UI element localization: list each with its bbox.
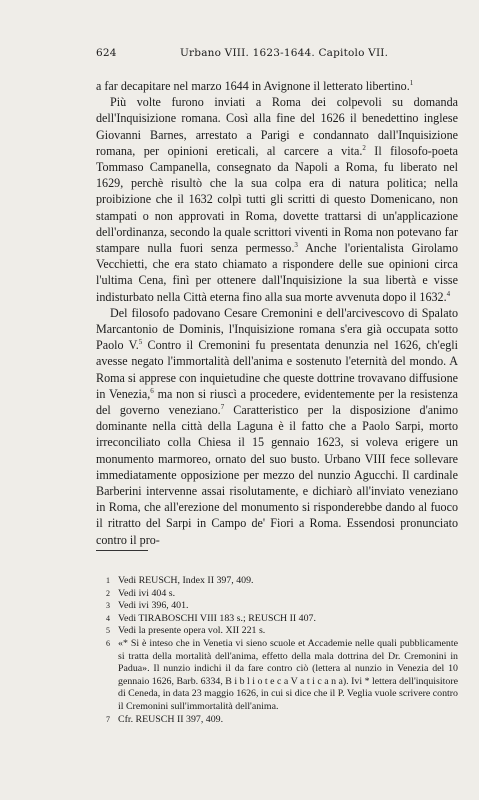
footnote: 2 Vedi ivi 404 s. bbox=[106, 587, 176, 599]
footnote: 3 Vedi ivi 396, 401. bbox=[106, 600, 189, 612]
footnote-divider bbox=[96, 550, 148, 551]
paragraph-3: Del filosofo padovano Cesare Cremonini e dell'arcivescovo di Spalato Marcantonio de Dominis, l'Inquisizione romana s'era già occupata sotto Paolo V.$^5$ Contro il Cremonini fu presentata denunzia nel 1626, ch'egli avesse negato l'immortalità dell'anima e sostenuto l'eternità del mondo. A Roma si apprese con inquietudine che queste dottrine trovavano diffusione in Venezia,$^6$ ma non si riuscì a procedere, evidentemente per la resistenza del governo veneziano.$^7$ Caratteristico per la disposizione d'animo dominante nella città della Laguna è il fatto che a Paolo Sarpi, morto irreconciliato colla Chiesa il 15 gennaio 1623, si voleva erigere un monumento marmoreo, ornato del suo busto. Urbano VIII fece sollevare immediatamente opposizione per mezzo del nunzio Agucchi. Il cardinale Barberini intervenne assai risolutamente, e dichiarò all'inviato veneziano in Roma, che all'erezione del monumento si risponderebbe dando al fuoco il ritratto del Sarpi in Campo de' Fiori a Roma. Essendosi pronunciato contro il pro- bbox=[96, 305, 458, 547]
main-text bbox=[96, 78, 458, 548]
footnote: 1 Vedi REUSCH, Index II 397, 409. bbox=[106, 575, 254, 586]
running-title: Urbano VIII. 1623-1644. Capitolo VII. bbox=[180, 47, 389, 59]
footnote-ref: 2 bbox=[362, 143, 366, 152]
footnote-ref: 1 bbox=[409, 78, 414, 87]
footnote-ref: 6 bbox=[150, 386, 154, 395]
paragraph-1: a far decapitare nel marzo 1644 in Avignone il letterato libertino.$^1$ bbox=[96, 78, 414, 93]
footnote: 6 «* Si è inteso che in Venetia vi sieno scuole et Accademie nelle quali pubblicamente si tratta della mortalità dell'anima, effetto della mala dottrina del Dr. Cremonini in Padua». Il nunzio indichi il da fare contro ciò (lettera al nunzio in Venezia del 10 gennaio 1626, Barb. 6334, B i b l i o t e c a V a t i c a n a). Ivi * lettera dell'inquisitore di Ceneda, in data 23 maggio 1626, in cui si dice che il P. Veglia vuole scrivere contro il Cremonini sull'immortalità dell'anima. bbox=[106, 637, 458, 712]
footnote-ref: 5 bbox=[138, 338, 143, 347]
footnote-ref: 7 bbox=[220, 403, 225, 412]
paragraph-2: Più volte furono inviati a Roma dei colpevoli su domanda dell'Inquisizione romana. Così alla fine del 1626 il benedettino inglese Giovanni Barnes, arrestato a Parigi e condannato dall'Inquisizione romana, per opinioni ereticali, al carcere a vita.$^2$ Il filosofo-poeta Tommaso Campanella, consegnato da Napoli a Roma, fu liberato nel 1629, perchè risultò che la sua colpa era di natura politica; nella proibizione che il 1632 colpì tutti gli scritti di questo Domenicano, non stampati o non approvati in Roma, dovette trattarsi di un'applicazione dell'ordinanza, secondo la quale scrittori viventi in Roma non potevano far stampare nulla fuori senza permesso.$^3$ Anche l'orientalista Girolamo Vecchietti, che era stato chiamato a rispondere delle sue opinioni circa l'ultima Cena, finì per ottenere dall'Inquisizione la sua libertà e visse indisturbato nella Città eterna fino alla sua morte avvenuta dopo il 1632.$^4$ bbox=[96, 95, 458, 304]
footnote: 7 Cfr. REUSCH II 397, 409. bbox=[106, 713, 224, 725]
footnote: 4 Vedi TIRABOSCHI VIII 183 s.; REUSCH II 407. bbox=[106, 612, 316, 624]
footnote: 5 Vedi la presente opera vol. XII 221 s. bbox=[106, 625, 266, 637]
footnote-ref: 3 bbox=[294, 241, 298, 249]
footnote-ref: 4 bbox=[446, 289, 451, 298]
footnotes bbox=[96, 575, 458, 726]
page-number: 624 bbox=[96, 47, 117, 59]
